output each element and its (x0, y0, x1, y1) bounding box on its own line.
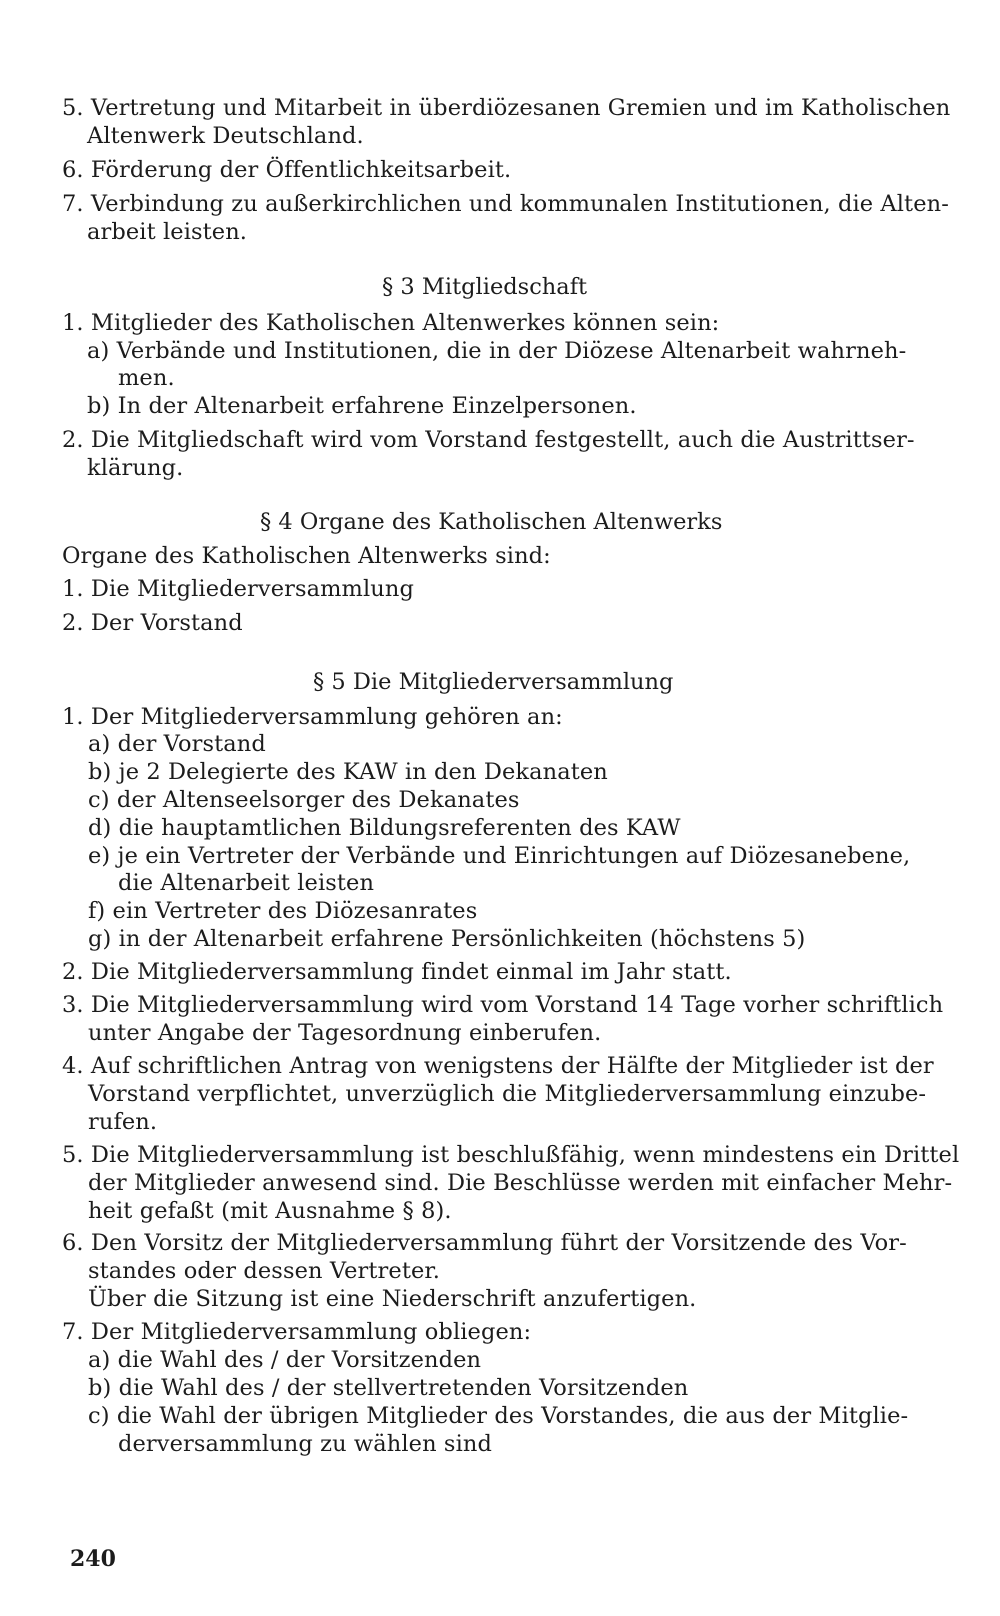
paragraph-line: der Mitglieder anwesend sind. Die Beschlüsse werden mit einfacher Mehr- (88, 1170, 953, 1196)
paragraph-line: 3. Die Mitgliederversammlung wird vom Vorstand 14 Tage vorher schriftlich (62, 992, 944, 1018)
paragraph-line: 2. Die Mitgliedschaft wird vom Vorstand festgestellt, auch die Austrittser- (62, 427, 915, 453)
section-heading: § 4 Organe des Katholischen Altenwerks (260, 509, 723, 535)
paragraph-line: b) die Wahl des / der stellvertretenden Vorsitzenden (88, 1375, 689, 1401)
paragraph-line: Vorstand verpflichtet, unverzüglich die Mitgliederversammlung einzube- (88, 1081, 927, 1107)
page-number: 240 (70, 1546, 116, 1572)
paragraph-line: 6. Den Vorsitz der Mitgliederversammlung führt der Vorsitzende des Vor- (62, 1230, 907, 1256)
paragraph-line: a) die Wahl des / der Vorsitzenden (88, 1347, 482, 1373)
paragraph-line: g) in der Altenarbeit erfahrene Persönlichkeiten (höchstens 5) (88, 926, 806, 952)
paragraph-line: 1. Die Mitgliederversammlung (62, 576, 414, 602)
paragraph-line: d) die hauptamtlichen Bildungsreferenten des KAW (88, 815, 681, 841)
paragraph-line: 1. Mitglieder des Katholischen Altenwerkes können sein: (62, 310, 720, 336)
paragraph-line: 2. Der Vorstand (62, 610, 243, 636)
paragraph-line: c) die Wahl der übrigen Mitglieder des Vorstandes, die aus der Mitglie- (88, 1403, 909, 1429)
section-heading: § 3 Mitgliedschaft (382, 274, 588, 300)
paragraph-line: standes oder dessen Vertreter. (88, 1258, 441, 1284)
paragraph-line: Altenwerk Deutschland. (87, 123, 364, 149)
paragraph-line: 2. Die Mitgliederversammlung findet einmal im Jahr statt. (62, 959, 732, 985)
paragraph-line: 1. Der Mitgliederversammlung gehören an: (62, 704, 563, 730)
paragraph-line: a) Verbände und Institutionen, die in der Diözese Altenarbeit wahrneh- (87, 338, 907, 364)
paragraph-line: f) ein Vertreter des Diözesanrates (88, 898, 478, 924)
section-heading: § 5 Die Mitgliederversammlung (313, 669, 674, 695)
paragraph-line: 7. Verbindung zu außerkirchlichen und kommunalen Institutionen, die Alten- (62, 191, 949, 217)
paragraph-line: b) In der Altenarbeit erfahrene Einzelpersonen. (87, 393, 637, 419)
paragraph-line: klärung. (87, 455, 184, 481)
paragraph-line: Über die Sitzung ist eine Niederschrift anzufertigen. (88, 1286, 697, 1312)
paragraph-line: die Altenarbeit leisten (118, 870, 375, 896)
paragraph-line: 5. Die Mitgliederversammlung ist beschlußfähig, wenn mindestens ein Drittel (62, 1142, 960, 1168)
paragraph-line: unter Angabe der Tagesordnung einberufen. (88, 1020, 602, 1046)
paragraph-line: rufen. (88, 1109, 158, 1135)
paragraph-line: e) je ein Vertreter der Verbände und Einrichtungen auf Diözesanebene, (88, 843, 911, 869)
paragraph-line: 4. Auf schriftlichen Antrag von wenigstens der Hälfte der Mitglieder ist der (62, 1053, 934, 1079)
paragraph-line: Organe des Katholischen Altenwerks sind: (62, 543, 551, 569)
paragraph-line: a) der Vorstand (88, 731, 266, 757)
paragraph-line: men. (118, 365, 175, 391)
paragraph-line: derversammlung zu wählen sind (118, 1431, 492, 1457)
paragraph-line: b) je 2 Delegierte des KAW in den Dekanaten (88, 759, 608, 785)
paragraph-line: arbeit leisten. (87, 219, 248, 245)
paragraph-line: 7. Der Mitgliederversammlung obliegen: (62, 1319, 532, 1345)
paragraph-line: heit gefaßt (mit Ausnahme § 8). (88, 1198, 452, 1224)
paragraph-line: c) der Altenseelsorger des Dekanates (88, 787, 520, 813)
paragraph-line: 6. Förderung der Öffentlichkeitsarbeit. (62, 157, 512, 183)
paragraph-line: 5. Vertretung und Mitarbeit in überdiözesanen Gremien und im Katholischen (62, 95, 951, 121)
